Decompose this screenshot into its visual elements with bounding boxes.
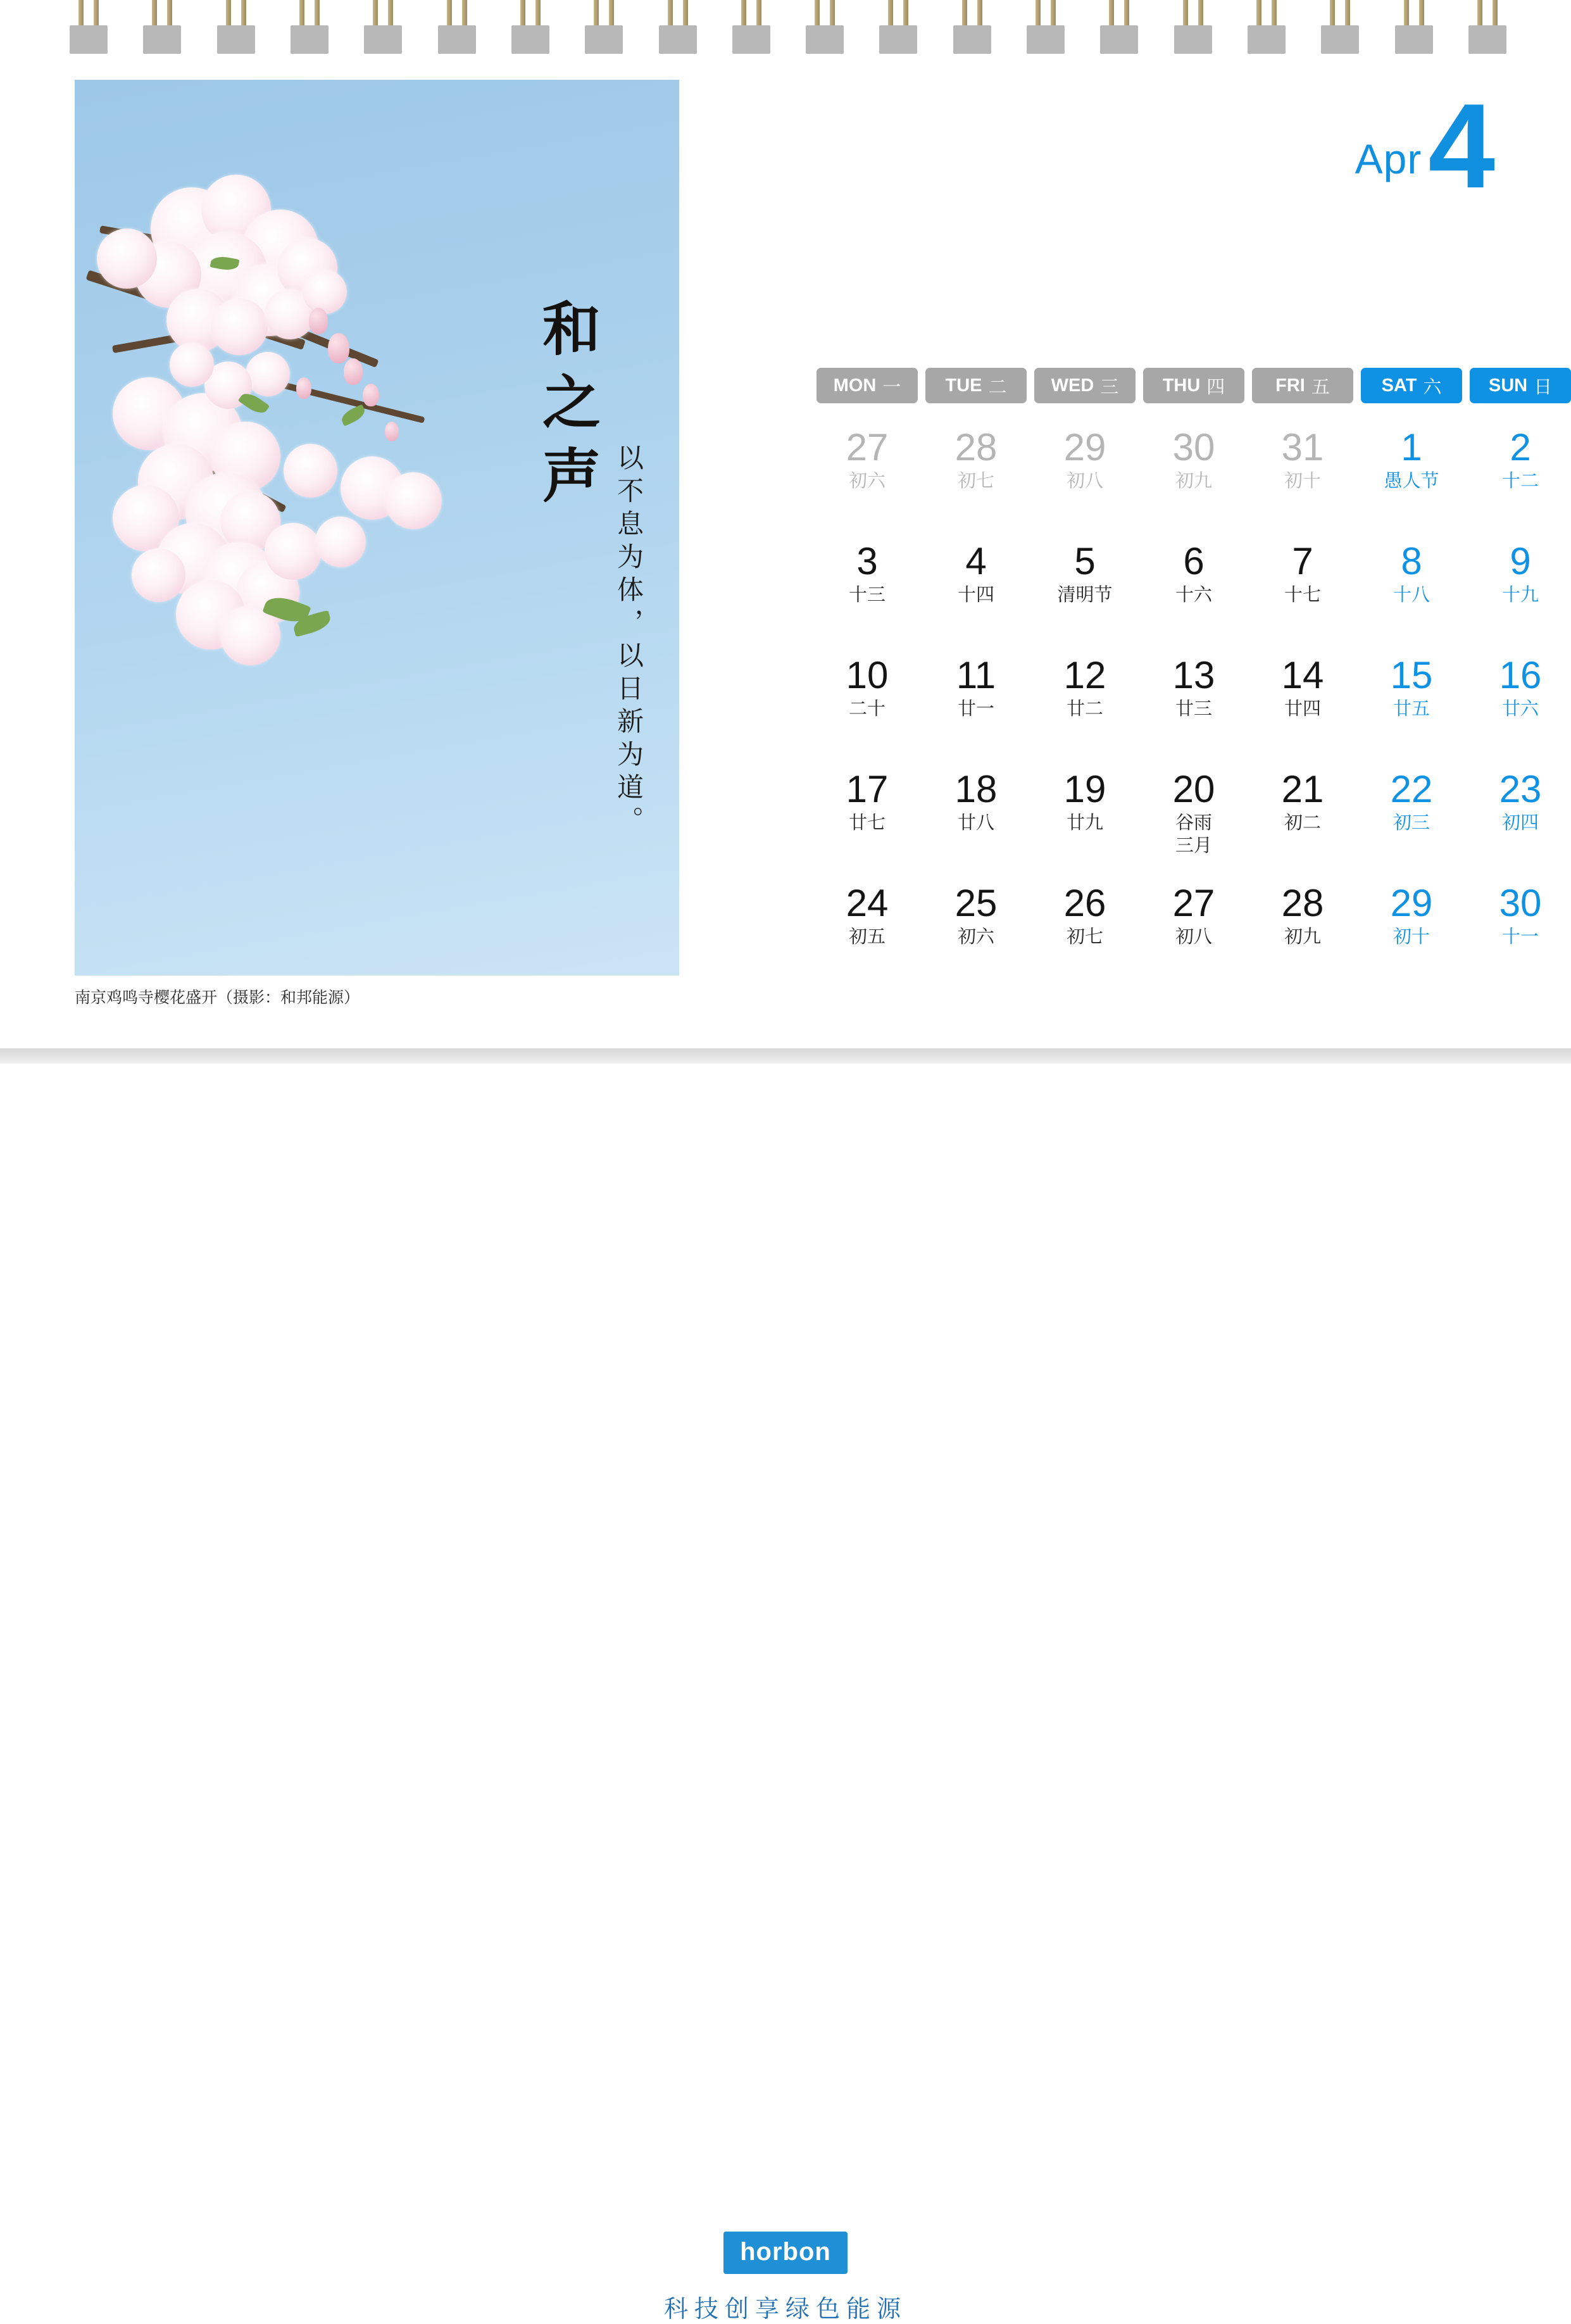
spiral-ring <box>511 0 549 61</box>
day-number: 19 <box>1063 768 1106 810</box>
day-number: 15 <box>1390 654 1433 696</box>
day-lunar-label: 廿三 <box>1175 699 1212 719</box>
day-cell[interactable] <box>925 537 1027 644</box>
blossom-shape <box>303 270 347 314</box>
day-number: 30 <box>1172 426 1215 468</box>
day-lunar-label: 初八 <box>1175 927 1212 947</box>
day-lunar-label: 愚人节 <box>1384 471 1439 491</box>
day-lunar-label: 初九 <box>1175 471 1212 491</box>
blossom-shape <box>246 352 290 396</box>
weekday-wed <box>1034 368 1136 403</box>
day-number: 16 <box>1499 654 1542 696</box>
day-number: 29 <box>1063 426 1106 468</box>
day-number: 28 <box>1281 882 1324 924</box>
blossom-shape <box>385 472 442 529</box>
day-number: 24 <box>846 882 889 924</box>
day-cell[interactable] <box>817 879 918 986</box>
blossom-shape <box>315 517 366 567</box>
day-cells <box>817 424 1571 986</box>
day-number: 4 <box>965 540 987 582</box>
day-lunar-label: 十八 <box>1393 585 1430 605</box>
day-cell[interactable] <box>1034 537 1136 644</box>
day-number: 17 <box>846 768 889 810</box>
day-lunar-label: 初四 <box>1501 813 1539 833</box>
weekday-tue <box>925 368 1027 403</box>
day-lunar-label: 清明节 <box>1057 585 1113 605</box>
day-cell[interactable] <box>1143 537 1244 644</box>
day-number: 1 <box>1401 426 1422 468</box>
day-number: 18 <box>954 768 998 810</box>
day-number: 27 <box>1172 882 1215 924</box>
spiral-ring <box>1468 0 1506 61</box>
weekday-label-cn: 五 <box>1311 377 1330 398</box>
weekday-mon <box>817 368 918 403</box>
spiral-ring <box>1321 0 1359 61</box>
day-number: 22 <box>1390 768 1433 810</box>
day-number: 27 <box>846 426 889 468</box>
bud-shape <box>363 384 379 406</box>
day-cell[interactable] <box>1034 651 1136 758</box>
blossom-shape <box>265 523 322 580</box>
weekday-thu <box>1143 368 1244 403</box>
spiral-ring <box>1027 0 1065 61</box>
day-number: 26 <box>1063 882 1106 924</box>
calendar-grid <box>817 368 1571 986</box>
day-cell[interactable] <box>1252 537 1353 644</box>
day-cell[interactable] <box>1361 765 1462 872</box>
month-header <box>1355 79 1495 213</box>
day-number: 6 <box>1183 540 1205 582</box>
day-lunar-label: 初三 <box>1393 813 1430 833</box>
blossom-shape <box>170 342 214 387</box>
day-number: 10 <box>846 654 889 696</box>
day-lunar-label: 廿四 <box>1284 699 1321 719</box>
weekday-label-en: SAT <box>1381 375 1417 396</box>
day-lunar-label: 初八 <box>1066 471 1103 491</box>
day-cell[interactable] <box>1034 424 1136 530</box>
spiral-ring <box>1395 0 1433 61</box>
day-cell[interactable] <box>1361 651 1462 758</box>
day-number: 9 <box>1510 540 1531 582</box>
photo-caption: 南京鸡鸣寺樱花盛开（摄影：和邦能源） <box>75 989 360 1007</box>
day-lunar-label: 廿九 <box>1066 813 1103 833</box>
blossom-shape <box>284 444 337 498</box>
weekday-label-en: WED <box>1051 375 1094 396</box>
day-cell[interactable] <box>1252 651 1353 758</box>
photo-title: 和之声 <box>534 298 599 518</box>
day-cell[interactable] <box>925 765 1027 872</box>
day-number: 7 <box>1292 540 1313 582</box>
day-cell[interactable] <box>1143 424 1244 530</box>
blossom-shape <box>132 548 185 602</box>
weekday-label-en: TUE <box>945 375 982 396</box>
weekday-label-cn: 二 <box>988 377 1007 398</box>
day-lunar-label: 十九 <box>1501 585 1539 605</box>
month-abbreviation: Apr <box>1355 135 1422 182</box>
day-number: 23 <box>1499 768 1542 810</box>
day-lunar-label: 初五 <box>848 927 886 947</box>
day-cell[interactable] <box>1361 879 1462 986</box>
weekday-label-cn: 一 <box>882 377 901 398</box>
spiral-ring <box>1248 0 1286 61</box>
spiral-ring <box>879 0 917 61</box>
day-cell[interactable] <box>1470 424 1571 530</box>
spiral-binding <box>70 0 1506 61</box>
day-lunar-label: 初七 <box>1066 927 1103 947</box>
blossom-shape <box>97 229 157 289</box>
weekday-sun <box>1470 368 1571 403</box>
day-lunar-label: 十二 <box>1501 471 1539 491</box>
day-cell[interactable] <box>1034 879 1136 986</box>
spiral-ring <box>732 0 770 61</box>
spiral-ring <box>70 0 108 61</box>
day-cell[interactable] <box>1252 765 1353 872</box>
day-number: 13 <box>1172 654 1215 696</box>
day-cell[interactable] <box>817 537 918 644</box>
day-lunar-label: 十四 <box>957 585 994 605</box>
spiral-ring <box>438 0 476 61</box>
bud-shape <box>296 377 311 399</box>
day-lunar-label: 廿二 <box>1066 699 1103 719</box>
day-cell[interactable] <box>1143 765 1244 872</box>
day-lunar-label: 谷雨 三月 <box>1175 813 1212 857</box>
photo-panel <box>75 80 679 1007</box>
spiral-ring <box>585 0 623 61</box>
day-lunar-label: 初十 <box>1284 471 1321 491</box>
bud-shape <box>385 422 399 441</box>
day-cell[interactable] <box>1252 424 1353 530</box>
leaf-shape <box>339 404 368 426</box>
weekday-label-cn: 三 <box>1100 377 1119 398</box>
day-lunar-label: 初六 <box>957 927 994 947</box>
day-lunar-label: 二十 <box>848 699 886 719</box>
photo-subtitle: 以不息为体，以日新为道。 <box>614 444 644 839</box>
day-cell[interactable] <box>1143 651 1244 758</box>
day-number: 28 <box>954 426 998 468</box>
brand-tagline: 科技创享绿色能源 <box>663 2296 907 2323</box>
day-cell[interactable] <box>817 651 918 758</box>
spiral-ring <box>291 0 329 61</box>
spiral-ring <box>1174 0 1212 61</box>
month-number: 4 <box>1428 79 1495 213</box>
weekday-header-row <box>817 368 1571 403</box>
day-cell[interactable] <box>1361 424 1462 530</box>
day-cell[interactable] <box>1252 879 1353 986</box>
day-lunar-label: 初二 <box>1284 813 1321 833</box>
day-number: 5 <box>1074 540 1096 582</box>
calendar-card <box>0 61 1571 1048</box>
spiral-ring <box>953 0 991 61</box>
spiral-ring <box>659 0 697 61</box>
weekday-fri <box>1252 368 1353 403</box>
weekday-label-cn: 四 <box>1206 377 1225 398</box>
spiral-ring <box>806 0 844 61</box>
bud-shape <box>344 358 363 385</box>
day-number: 3 <box>856 540 878 582</box>
weekday-label-en: SUN <box>1488 375 1528 396</box>
weekday-label-cn: 日 <box>1534 377 1553 398</box>
bud-shape <box>328 333 349 363</box>
day-number: 20 <box>1172 768 1215 810</box>
day-number: 25 <box>954 882 998 924</box>
day-cell[interactable] <box>1361 537 1462 644</box>
day-lunar-label: 初十 <box>1393 927 1430 947</box>
calendar-base <box>0 1064 1571 2323</box>
day-number: 2 <box>1510 426 1531 468</box>
cherry-blossom-photo <box>75 80 679 976</box>
day-lunar-label: 廿六 <box>1501 699 1539 719</box>
day-lunar-label: 廿一 <box>957 699 994 719</box>
spiral-ring <box>1100 0 1138 61</box>
day-cell[interactable] <box>1470 537 1571 644</box>
day-cell[interactable] <box>925 879 1027 986</box>
day-lunar-label: 初六 <box>848 471 886 491</box>
day-lunar-label: 廿五 <box>1393 699 1430 719</box>
weekday-sat <box>1361 368 1462 403</box>
weekday-label-en: THU <box>1162 375 1201 396</box>
horbon-logo: horbon <box>723 2232 848 2274</box>
day-number: 21 <box>1281 768 1324 810</box>
day-lunar-label: 十六 <box>1175 585 1212 605</box>
weekday-label-en: MON <box>833 375 877 396</box>
day-lunar-label: 初七 <box>957 471 994 491</box>
spiral-ring <box>364 0 402 61</box>
day-lunar-label: 廿七 <box>848 813 886 833</box>
day-number: 8 <box>1401 540 1422 582</box>
day-cell[interactable] <box>1143 879 1244 986</box>
day-number: 14 <box>1281 654 1324 696</box>
day-number: 29 <box>1390 882 1433 924</box>
day-cell[interactable] <box>1470 879 1571 986</box>
day-cell[interactable] <box>925 651 1027 758</box>
day-number: 30 <box>1499 882 1542 924</box>
day-lunar-label: 十七 <box>1284 585 1321 605</box>
day-lunar-label: 十三 <box>848 585 886 605</box>
blossom-shape <box>211 298 268 355</box>
day-lunar-label: 廿八 <box>957 813 994 833</box>
spiral-ring <box>143 0 181 61</box>
day-cell[interactable] <box>1470 651 1571 758</box>
day-cell[interactable] <box>817 424 918 530</box>
day-cell[interactable] <box>1470 765 1571 872</box>
day-lunar-label: 初九 <box>1284 927 1321 947</box>
footer-branding <box>0 2232 1571 2324</box>
day-cell[interactable] <box>817 765 918 872</box>
day-number: 31 <box>1281 426 1324 468</box>
day-number: 11 <box>956 654 996 696</box>
weekday-label-en: FRI <box>1275 375 1305 396</box>
spiral-ring <box>217 0 255 61</box>
day-cell[interactable] <box>925 424 1027 530</box>
day-number: 12 <box>1063 654 1106 696</box>
weekday-label-cn: 六 <box>1423 377 1442 398</box>
day-cell[interactable] <box>1034 765 1136 872</box>
day-lunar-label: 十一 <box>1501 927 1539 947</box>
bud-shape <box>309 308 328 334</box>
